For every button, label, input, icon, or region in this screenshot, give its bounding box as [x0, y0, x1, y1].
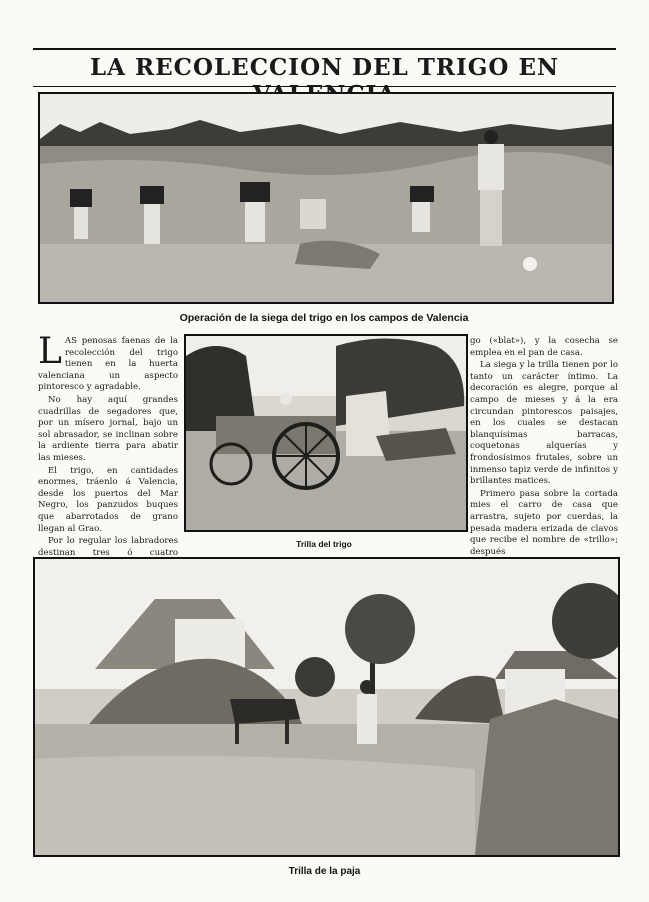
photo-trilla-paja	[33, 557, 620, 857]
photo2-caption: Trilla del trigo	[296, 539, 352, 549]
page-title: LA RECOLECCION DEL TRIGO EN	[89, 54, 560, 81]
paragraph: No hay aquí grandes cuadrillas de segadores que, por un mísero jornal, bajo un sol abrasador, se inclinan sobre la ardiente tierra para abatir las mieses.	[38, 394, 178, 463]
paragraph: LAS penosas faenas de la recolección del trigo tienen en la huerta valenciana un aspecto pintoresco y agradable.	[38, 331, 178, 393]
photo-trilla-trigo	[184, 334, 468, 532]
photo1-caption: Operación de la siega del trigo en los campos de Valencia	[179, 312, 469, 324]
paragraph: go («blat»), y la cosecha se emplea en el pan de casa.	[470, 336, 618, 358]
drop-cap: L	[38, 331, 62, 372]
photo3-caption: Trilla de la paja	[288, 866, 361, 877]
paragraph: Por lo regular los labradores destinan tres ó cuatro	[38, 536, 178, 558]
photo-siega	[38, 92, 614, 304]
title-underline	[33, 86, 616, 87]
text-column-left	[38, 331, 178, 572]
paragraph: La siega y la trilla tienen por lo tanto un carácter íntimo. La decoración es alegre, porque al campo de mieses y á la era circundan pintorescos paisajes, en los cuales se destacan blanquísimas barracas, coquetonas alquerías y frondosísimos frutales, sobre un inmenso tapiz verde de infinitos y brillantes matices.	[470, 360, 618, 487]
top-rule	[33, 48, 616, 50]
paragraph: Primero pasa sobre la cortada mies el carro de casa que arrastra, sujeto por cuerdas, la pesada madera erizada de clavos que recibe el nombre de «trillo»; después	[470, 488, 618, 557]
text-column-right	[470, 336, 618, 559]
paragraph: El trigo, en cantidades enormes, tráenlo á Valencia, desde los puertos del Mar Negro, los panzudos buques que abarrotados de grano llegan al Grao.	[38, 465, 178, 534]
